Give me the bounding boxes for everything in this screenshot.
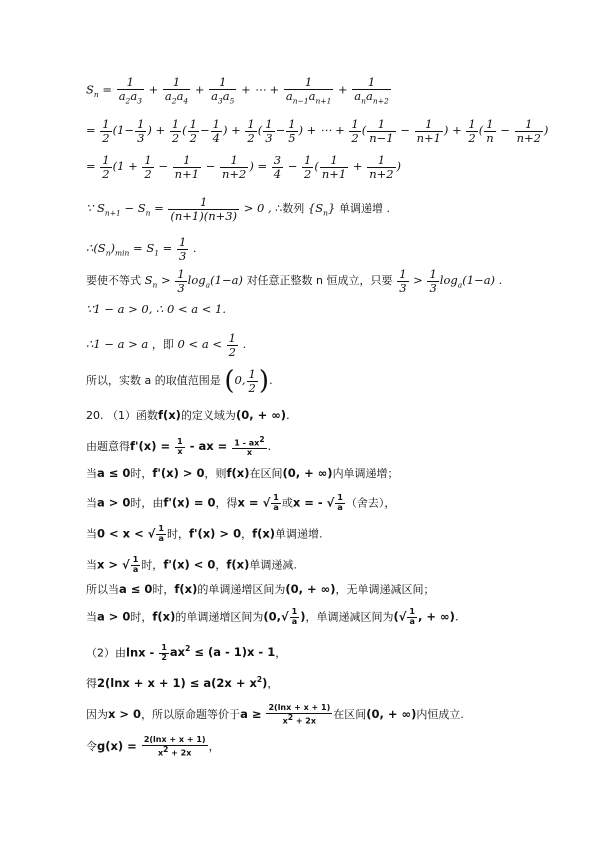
p20-summary-1: 所以当a ≤ 0时，f(x)的单调递增区间为(0, + ∞)，无单调递减区间； [86,582,435,596]
inequality-line: 要使不等式 $S_n$ > $\frac{1}{3}$ $\log_a(1-a)$ 对任意正整数 n 恒成立，只要 $\frac{1}{3}$ > $\frac{1}{3}$ $\log_a(1-a)$ . [86,267,503,295]
p20-case-a-le-0: 当a ≤ 0时，f'(x) > 0，则f(x)在区间(0, + ∞)内单调递增； [86,466,399,480]
sn-definition: $S_n$ = $\frac{1}{a_2a_3}$ + $\frac{1}{a_2a_4}$ + $\frac{1}{a_3a_5}$ + ⋯ + $\frac{1}{a_{n-1}a_{n+1}}$ + $\frac{1}{a_na_{n+2}}$ [86,75,389,105]
min-line: $\therefore(S_n)_{min} = S_1$ = $\frac{1}{3}$ . [86,235,197,263]
p20-part2: （2）由lnx - $\frac{1}{2}$ $ax^2 \le (a - 1)x - 1$， [86,643,287,662]
p20-rearrange: 得$2(\ln x + x + 1) \le a(2x + x^2)$， [86,675,279,690]
p20-case-a-gt-0: 当a > 0时，由f'(x) = 0，得x = √ $\frac{1}{a}$ 或x = - √ $\frac{1}{a}$ （舍去）， [86,493,396,512]
range2-line: ∴1 − a > a ，即 0 < a < $\frac{1}{2}$ . [86,331,247,359]
monotone-line: ∵ $S_{n+1} - S_n$ = $\frac{1}{(n+1)(n+3)}$ > 0 , ∴数列 $\{S_n\}$ 单调递增 . [86,195,390,223]
p20-domain: 20. （1）函数f(x)的定义域为(0, + ∞). [86,408,290,422]
conclusion-line: 所以，实数 a 的取值范围是 (0, $\frac{1}{2}$ ). [86,366,273,397]
sn-step2: = $\frac{1}{2}$ (1 + $\frac{1}{2}$ − $\frac{1}{n+1}$ − $\frac{1}{n+2}$ ) = $\frac{3}{4}$ − $\frac{1}{2}$ ( $\frac{1}{n+1}$ + $\frac{1}{n+2}$ ) [86,153,402,181]
p20-equivalent: 因为x > 0，所以原命题等价于a ≥ $\frac{2(\ln x + x + 1)}{x^2 + 2x}$ 在区间(0, + ∞)内恒成立. [86,703,464,726]
p20-increasing: 当0 < x < √ $\frac{1}{a}$ 时，f'(x) > 0，f(x)单调递增. [86,524,323,543]
p20-decreasing: 当x > √ $\frac{1}{a}$ 时，f'(x) < 0，f(x)单调递减. [86,555,297,574]
p20-summary-2: 当a > 0时，f(x)的单调递增区间为(0,√ $\frac{1}{a}$ )，单调递减区间为(√ $\frac{1}{a}$ , + ∞). [86,607,459,626]
range1-line: ∵1 − a > 0, ∴ 0 < a < 1. [86,302,227,316]
p20-derivative: 由题意得f'(x) = $\frac{1}{x}$ - ax = $\frac{1 - ax^2}{x}$ . [86,435,272,458]
sn-step1: = $\frac{1}{2}$ (1− $\frac{1}{3}$ ) + $\frac{1}{2}$ ( $\frac{1}{2}$ − $\frac{1}{4}$ ) + $\frac{1}{2}$ ( $\frac{1}{3}$ − $\frac{1}{5}$ ) + ⋯ + $\frac{1}{2}$ ( $\frac{1}{n-1}$ − $\frac{1}{n+1}$ ) + $\frac{1}{2}$ ( $\frac{1}{n}$ − $\frac{1}{n+2}$ ) [86,117,549,145]
p20-define-g: 令g(x) = $\frac{2(\ln x + x + 1)}{x^2 + 2x}$ ， [86,735,220,758]
